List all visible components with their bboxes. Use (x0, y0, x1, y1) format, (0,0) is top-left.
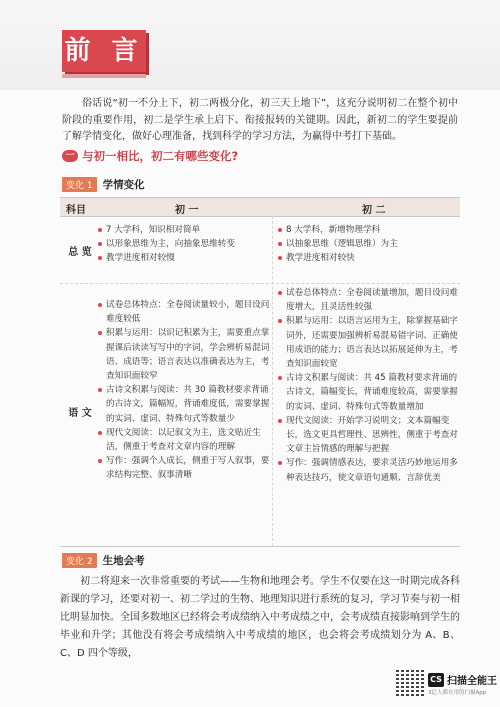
section-number-badge: 一 (62, 150, 78, 162)
table-row (60, 284, 460, 546)
title-underline (62, 74, 146, 78)
header-grade8: 初 二 (362, 205, 386, 216)
subheading-1 (62, 177, 145, 192)
watermark-tagline: 3亿人都在用的扫描App (428, 690, 487, 696)
list-item: 积累与运用：以识记积累为主，需要重点掌握课后读读写写中的字词，学会辨析易混词语、成语等；语言表达以准确表达为主，考查知识面较窄 (98, 326, 270, 383)
qr-code-icon (396, 668, 424, 696)
list-item: 现代文阅读：开始学习说明文；文本篇幅变长，选文更具哲理性、思辨性，侧重于考查对文章主旨情感的理解与把握 (278, 414, 458, 457)
watermark-brand-name: 扫描全能王 (447, 676, 497, 687)
list-item: 以抽象思维（逻辑思维）为主 (278, 237, 458, 251)
subheading-2 (62, 553, 145, 568)
list-item: 教学进度相对较慢 (98, 251, 270, 265)
list-item: 8 大学科，新增物理学科 (278, 223, 458, 237)
list-item: 写作：强调情感表达，要求灵活巧妙地运用多种表达技巧，使文章语句通顺、言辞优美 (278, 456, 458, 484)
list-item: 写作：强调个人成长，侧重于写人叙事，要求结构完整、叙事清晰 (98, 454, 270, 482)
header-grade7: 初 一 (175, 205, 199, 216)
change-badge-2: 变化 2 (62, 553, 97, 568)
chinese-grade8 (278, 286, 458, 485)
subheading-title-2: 生地会考 (102, 555, 145, 567)
camscanner-logo-icon: CS (428, 673, 444, 687)
section-heading (62, 148, 238, 164)
list-item: 古诗文积累与阅读：共 45 篇教材要求背诵的古诗文，篇幅变长，背诵难度较高，需要掌握的实词、虚词、特殊句式等数量增加 (278, 371, 458, 414)
list-item: 积累与运用：以语言运用为主，除掌握基础字词外，还需要加强辨析易混易错字词、正确使用成语的能力；语言表达以拓展延伸为主，考查知识面较宽 (278, 314, 458, 371)
list-item: 教学进度相对较快 (278, 251, 458, 265)
list-item: 古诗文积累与阅读：共 30 篇教材要求背诵的古诗文，篇幅短，背诵难度低，需要掌握的实词、虚词、特殊句式等数量少 (98, 383, 270, 426)
header-subject: 科目 (66, 205, 86, 216)
list-item: 以形象思维为主，向抽象思维转变 (98, 237, 270, 251)
change-badge-1: 变化 1 (62, 177, 97, 192)
intro-paragraph: 俗话说“初一不分上下，初二两极分化，初三天上地下”，这充分说明初二在整个初中阶段的重要作用，初二是学生承上启下、衔接报转的关键期。因此，新初二的学生要提前了解学情变化，做好心理准备，找到科学的学习方法，为赢得中考打下基础。 (62, 98, 458, 142)
overview-grade7 (98, 223, 270, 266)
table-row (60, 217, 460, 284)
scanner-watermark (428, 672, 497, 687)
list-item: 现代文阅读：以记叙文为主，选文贴近生活，侧重于考查对文章内容的理解 (98, 426, 270, 454)
list-item: 7 大学科，知识相对简单 (98, 223, 270, 237)
row-label: 语 文 (68, 408, 92, 419)
list-item: 试卷总体特点：全卷阅读量增加，题目设问难度增大，且灵活性较强 (278, 286, 458, 314)
comparison-table (60, 197, 460, 547)
chinese-grade7 (98, 298, 270, 483)
overview-grade8 (278, 223, 458, 266)
page-title: 前 言 (62, 30, 146, 72)
table-header (60, 198, 460, 217)
section-title: 与初一相比，初二有哪些变化? (82, 149, 239, 163)
row-label: 总 览 (68, 247, 92, 258)
list-item: 试卷总体特点：全卷阅读量较小，题目设问难度较低 (98, 298, 270, 326)
body-paragraph: 初二将迎来一次非常重要的考试——生物和地理会考。学生不仅要在这一时期完成各科新课的学习，还要对初一、初二学过的生物、地理知识进行系统的复习，学习节奏与初一相比明显加快。全国多数地区已经将会考成绩纳入中考成绩之中，会考成绩直接影响到学生的毕业和升学；其他没有将会考成绩纳入中考成绩的地区，也会将会考成绩划分为 A、B、C、D 四个等级， (60, 576, 460, 659)
subheading-title-1: 学情变化 (102, 179, 145, 191)
